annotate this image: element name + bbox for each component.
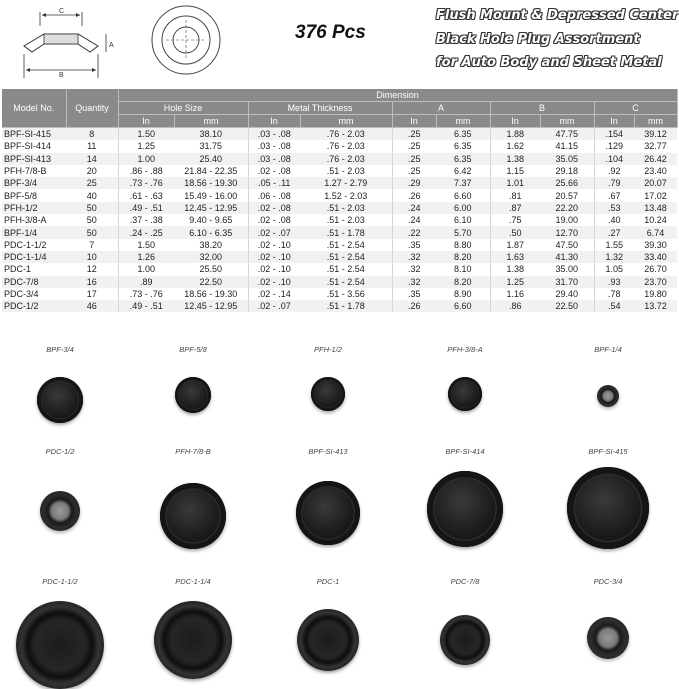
dimension-cell: .02 - .10 (248, 263, 300, 275)
quantity-cell: 20 (66, 165, 118, 177)
hole-plug-image (160, 483, 226, 549)
dimension-cell: 6.10 - 6.35 (174, 226, 248, 238)
model-cell: BPF-SI-413 (2, 153, 66, 165)
quantity-cell: 14 (66, 153, 118, 165)
dimension-cell: 1.55 (594, 239, 634, 251)
dimension-cell: 22.50 (540, 300, 594, 312)
dimension-cell: .129 (594, 140, 634, 152)
product-label: BPF-1/4 (594, 345, 622, 354)
dimension-cell: 1.25 (490, 276, 540, 288)
dimension-cell: 1.87 (490, 239, 540, 251)
product-label: PDC-3/4 (593, 577, 623, 586)
dimension-cell: 1.00 (118, 263, 174, 275)
table-row (2, 226, 677, 238)
dimension-cell: .53 (594, 202, 634, 214)
dimension-cell: 19.00 (540, 214, 594, 226)
dimension-cell: 38.10 (174, 128, 248, 141)
unit-in: In (118, 115, 174, 128)
dimension-cell: .27 (594, 226, 634, 238)
title-line-3: for Auto Body and Sheet Metal (436, 55, 662, 70)
dimension-cell: 26.70 (634, 263, 677, 275)
dimension-cell: 13.48 (634, 202, 677, 214)
product-item (548, 345, 668, 455)
dimension-cell: 1.00 (118, 153, 174, 165)
col-header-metal-thickness: Metal Thickness (248, 102, 392, 115)
model-cell: PDC-1/2 (2, 300, 66, 312)
table-row (2, 177, 677, 189)
dimension-cell: .75 (490, 214, 540, 226)
dimension-cell: .26 (392, 300, 436, 312)
product-item (405, 345, 525, 455)
model-cell: PDC-1 (2, 263, 66, 275)
dimension-cell: 6.10 (436, 214, 490, 226)
dimension-cell: 1.01 (490, 177, 540, 189)
dimension-cell: 23.70 (634, 276, 677, 288)
dimension-cell: .02 - .08 (248, 214, 300, 226)
dimension-cell: 8.20 (436, 251, 490, 263)
diagram-label-b: B (59, 72, 64, 79)
quantity-cell: 25 (66, 177, 118, 189)
dimension-cell: 29.18 (540, 165, 594, 177)
unit-mm: mm (300, 115, 392, 128)
dimension-cell: 6.35 (436, 128, 490, 141)
table-row (2, 153, 677, 165)
table-row (2, 239, 677, 251)
dimension-cell: .29 (392, 177, 436, 189)
dimension-cell: 8.20 (436, 276, 490, 288)
dimension-cell: .78 (594, 288, 634, 300)
dimension-cell: 8.10 (436, 263, 490, 275)
dimension-cell: 20.57 (540, 189, 594, 201)
table-row (2, 300, 677, 312)
dimension-cell: 1.38 (490, 153, 540, 165)
hole-plug-image (37, 377, 83, 423)
dimension-cell: 47.50 (540, 239, 594, 251)
col-header-b: B (490, 102, 594, 115)
dimension-cell: 1.50 (118, 128, 174, 141)
dimension-cell: 12.45 - 12.95 (174, 300, 248, 312)
dimension-cell: .86 (490, 300, 540, 312)
dimension-cell: 6.00 (436, 202, 490, 214)
dimension-cell: .73 - .76 (118, 288, 174, 300)
dimension-cell: 6.60 (436, 300, 490, 312)
dimension-cell: 23.40 (634, 165, 677, 177)
product-label: BPF-SI-413 (308, 447, 348, 456)
dimension-cell: .32 (392, 263, 436, 275)
hole-plug-image (427, 471, 503, 547)
product-label: PFH-7/8-B (175, 447, 211, 456)
dimension-cell: .02 - .10 (248, 276, 300, 288)
dimension-cell: 9.40 - 9.65 (174, 214, 248, 226)
plug-top-view-diagram (146, 2, 226, 82)
diagram-label-c: C (59, 8, 65, 15)
hole-plug-image (297, 609, 359, 671)
dimension-cell: .03 - .08 (248, 140, 300, 152)
specification-table (2, 89, 678, 312)
diagram-label-a: A (109, 42, 114, 49)
hole-plug-image (597, 385, 619, 407)
dimension-cell: 26.42 (634, 153, 677, 165)
model-cell: BPF-SI-414 (2, 140, 66, 152)
col-header-a: A (392, 102, 490, 115)
model-cell: PDC-1-1/2 (2, 239, 66, 251)
product-label: PFH-3/8-A (447, 345, 483, 354)
product-label: PFH-1/2 (314, 345, 342, 354)
dimension-cell: .25 (392, 128, 436, 141)
table-body (2, 128, 677, 313)
hole-plug-image (296, 481, 360, 545)
product-item (0, 345, 120, 455)
dimension-cell: .02 - .14 (248, 288, 300, 300)
dimension-cell: .93 (594, 276, 634, 288)
title-block (436, 4, 679, 75)
hole-plug-image (311, 377, 345, 411)
product-item (0, 577, 120, 687)
title-line-2: Black Hole Plug Assortment (436, 31, 640, 47)
product-label: BPF-SI-414 (445, 447, 485, 456)
unit-in: In (248, 115, 300, 128)
product-item (548, 447, 668, 557)
product-label: BPF-3/4 (46, 345, 74, 354)
dimension-cell: .51 - 1.78 (300, 300, 392, 312)
table-row (2, 140, 677, 152)
dimension-cell: 18.56 - 19.30 (174, 288, 248, 300)
dimension-cell: 6.35 (436, 153, 490, 165)
dimension-cell: 1.16 (490, 288, 540, 300)
dimension-cell: 6.35 (436, 140, 490, 152)
dimension-cell: .76 - 2.03 (300, 140, 392, 152)
model-cell: BPF-5/8 (2, 189, 66, 201)
dimension-cell: 1.38 (490, 263, 540, 275)
dimension-cell: .67 (594, 189, 634, 201)
dimension-cell: .51 - 2.54 (300, 263, 392, 275)
dimension-cell: 39.12 (634, 128, 677, 141)
product-label: BPF-5/8 (179, 345, 207, 354)
quantity-cell: 50 (66, 226, 118, 238)
dimension-cell: 6.60 (436, 189, 490, 201)
hole-plug-image (440, 615, 490, 665)
dimension-cell: .51 - 2.03 (300, 202, 392, 214)
table-row (2, 251, 677, 263)
dimension-cell: .06 - .08 (248, 189, 300, 201)
dimension-cell: .49 - .51 (118, 202, 174, 214)
dimension-cell: .50 (490, 226, 540, 238)
unit-in: In (490, 115, 540, 128)
dimension-cell: 8.90 (436, 288, 490, 300)
dimension-cell: .61 - .63 (118, 189, 174, 201)
dimension-cell: 33.40 (634, 251, 677, 263)
dimension-cell: 25.66 (540, 177, 594, 189)
dimension-cell: .154 (594, 128, 634, 141)
dimension-cell: 41.30 (540, 251, 594, 263)
product-item (133, 345, 253, 455)
product-item (548, 577, 668, 687)
dimension-cell: 31.75 (174, 140, 248, 152)
dimension-cell: 18.56 - 19.30 (174, 177, 248, 189)
dimension-cell: .26 (392, 189, 436, 201)
table-row (2, 128, 677, 141)
dimension-cell: 41.15 (540, 140, 594, 152)
table-row (2, 165, 677, 177)
table-row (2, 214, 677, 226)
dimension-cell: .79 (594, 177, 634, 189)
unit-mm: mm (540, 115, 594, 128)
dimension-cell: 13.72 (634, 300, 677, 312)
dimension-cell: .03 - .08 (248, 153, 300, 165)
dimension-cell: 29.40 (540, 288, 594, 300)
dimension-cell: .24 - .25 (118, 226, 174, 238)
dimension-cell: .76 - 2.03 (300, 128, 392, 141)
dimension-cell: .87 (490, 202, 540, 214)
model-cell: PDC-3/4 (2, 288, 66, 300)
quantity-cell: 46 (66, 300, 118, 312)
dimension-cell: .35 (392, 239, 436, 251)
product-label: BPF-SI-415 (588, 447, 628, 456)
dimension-cell: 1.05 (594, 263, 634, 275)
dimension-cell: .24 (392, 214, 436, 226)
piece-count: 376 Pcs (295, 22, 366, 43)
model-cell: PFH-1/2 (2, 202, 66, 214)
product-item (405, 577, 525, 687)
dimension-cell: 1.15 (490, 165, 540, 177)
dimension-cell: .02 - .07 (248, 300, 300, 312)
dimension-cell: 8.80 (436, 239, 490, 251)
quantity-cell: 17 (66, 288, 118, 300)
dimension-cell: .35 (392, 288, 436, 300)
dimension-cell: 12.70 (540, 226, 594, 238)
product-label: PDC-1-1/4 (175, 577, 211, 586)
table-row (2, 288, 677, 300)
product-gallery (0, 345, 679, 687)
dimension-cell: .22 (392, 226, 436, 238)
quantity-cell: 16 (66, 276, 118, 288)
dimension-cell: 22.50 (174, 276, 248, 288)
dimension-cell: .51 - 2.54 (300, 276, 392, 288)
dimension-cell: .104 (594, 153, 634, 165)
dimension-cell: .02 - .10 (248, 239, 300, 251)
model-cell: PFH-7/8-B (2, 165, 66, 177)
dimension-cell: 47.75 (540, 128, 594, 141)
product-label: PDC-1 (316, 577, 340, 586)
dimension-cell: 39.30 (634, 239, 677, 251)
unit-in: In (392, 115, 436, 128)
dimension-cell: 1.63 (490, 251, 540, 263)
dimension-cell: .25 (392, 140, 436, 152)
dimension-cell: 32.00 (174, 251, 248, 263)
model-cell: BPF-1/4 (2, 226, 66, 238)
dimension-cell: .51 - 3.56 (300, 288, 392, 300)
quantity-cell: 12 (66, 263, 118, 275)
table-row (2, 189, 677, 201)
table-row (2, 202, 677, 214)
model-cell: PDC-1-1/4 (2, 251, 66, 263)
hole-plug-image (154, 601, 232, 679)
dimension-cell: .02 - .07 (248, 226, 300, 238)
dimension-cell: 20.07 (634, 177, 677, 189)
table-row (2, 263, 677, 275)
model-cell: BPF-SI-415 (2, 128, 66, 141)
quantity-cell: 11 (66, 140, 118, 152)
dimension-cell: 1.32 (594, 251, 634, 263)
product-item (0, 447, 120, 557)
table-row (2, 276, 677, 288)
product-label: PDC-7/8 (450, 577, 480, 586)
dimension-cell: .86 - .88 (118, 165, 174, 177)
dimension-cell: 32.77 (634, 140, 677, 152)
quantity-cell: 7 (66, 239, 118, 251)
dimension-cell: 38.20 (174, 239, 248, 251)
dimension-cell: 5.70 (436, 226, 490, 238)
dimension-cell: .02 - .08 (248, 202, 300, 214)
dimension-cell: 1.52 - 2.03 (300, 189, 392, 201)
dimension-cell: .51 - 2.03 (300, 214, 392, 226)
dimension-cell: 35.00 (540, 263, 594, 275)
dimension-cell: .05 - .11 (248, 177, 300, 189)
quantity-cell: 8 (66, 128, 118, 141)
dimension-cell: 6.74 (634, 226, 677, 238)
dimension-cell: .02 - .10 (248, 251, 300, 263)
dimension-cell: .37 - .38 (118, 214, 174, 226)
dimension-cell: .03 - .08 (248, 128, 300, 141)
dimension-cell: .24 (392, 202, 436, 214)
dimension-cell: 22.20 (540, 202, 594, 214)
dimension-cell: 19.80 (634, 288, 677, 300)
hole-plug-image (567, 467, 649, 549)
dimension-cell: 6.42 (436, 165, 490, 177)
dimension-cell: .54 (594, 300, 634, 312)
dimension-cell: 12.45 - 12.95 (174, 202, 248, 214)
dimension-cell: 1.27 - 2.79 (300, 177, 392, 189)
col-header-c: C (594, 102, 677, 115)
dimension-cell: .49 - .51 (118, 300, 174, 312)
dimension-cell: .51 - 2.03 (300, 165, 392, 177)
product-item (268, 577, 388, 687)
col-header-dimension: Dimension (118, 89, 677, 102)
dimension-cell: 10.24 (634, 214, 677, 226)
dimension-cell: .76 - 2.03 (300, 153, 392, 165)
dimension-cell: 25.50 (174, 263, 248, 275)
dimension-cell: 7.37 (436, 177, 490, 189)
col-header-model: Model No. (2, 89, 66, 128)
dimension-cell: .89 (118, 276, 174, 288)
dimension-cell: 21.84 - 22.35 (174, 165, 248, 177)
dimension-cell: 35.05 (540, 153, 594, 165)
dimension-cell: .51 - 1.78 (300, 226, 392, 238)
product-item (268, 345, 388, 455)
product-item (405, 447, 525, 557)
dimension-cell: .32 (392, 251, 436, 263)
dimension-cell: 1.62 (490, 140, 540, 152)
dimension-cell: 17.02 (634, 189, 677, 201)
product-item (133, 447, 253, 557)
quantity-cell: 10 (66, 251, 118, 263)
dimension-cell: 15.49 - 16.00 (174, 189, 248, 201)
header (0, 0, 679, 88)
model-cell: PDC-7/8 (2, 276, 66, 288)
dimension-cell: .51 - 2.54 (300, 239, 392, 251)
hole-plug-image (16, 601, 104, 689)
dimension-cell: 1.88 (490, 128, 540, 141)
title-line-1: Flush Mount & Depressed Center (436, 8, 679, 23)
plug-profile-diagram (18, 4, 128, 82)
unit-mm: mm (634, 115, 677, 128)
col-header-hole-size: Hole Size (118, 102, 248, 115)
hole-plug-image (448, 377, 482, 411)
dimension-cell: .81 (490, 189, 540, 201)
dimension-cell: .73 - .76 (118, 177, 174, 189)
dimension-cell: .51 - 2.54 (300, 251, 392, 263)
unit-mm: mm (174, 115, 248, 128)
dimension-cell: 31.70 (540, 276, 594, 288)
dimension-cell: .92 (594, 165, 634, 177)
unit-in: In (594, 115, 634, 128)
dimension-cell: 25.40 (174, 153, 248, 165)
hole-plug-image (40, 491, 80, 531)
dimension-cell: 1.26 (118, 251, 174, 263)
model-cell: BPF-3/4 (2, 177, 66, 189)
hole-plug-image (175, 377, 211, 413)
dimension-cell: 1.50 (118, 239, 174, 251)
product-label: PDC-1/2 (45, 447, 75, 456)
unit-mm: mm (436, 115, 490, 128)
quantity-cell: 50 (66, 202, 118, 214)
quantity-cell: 50 (66, 214, 118, 226)
product-item (268, 447, 388, 557)
model-cell: PFH-3/8-A (2, 214, 66, 226)
col-header-quantity: Quantity (66, 89, 118, 128)
quantity-cell: 40 (66, 189, 118, 201)
product-label: PDC-1-1/2 (42, 577, 78, 586)
product-item (133, 577, 253, 687)
dimension-cell: .25 (392, 153, 436, 165)
hole-plug-image (587, 617, 629, 659)
dimension-cell: 1.25 (118, 140, 174, 152)
dimension-cell: .32 (392, 276, 436, 288)
dimension-cell: .40 (594, 214, 634, 226)
dimension-cell: .25 (392, 165, 436, 177)
dimension-cell: .02 - .08 (248, 165, 300, 177)
